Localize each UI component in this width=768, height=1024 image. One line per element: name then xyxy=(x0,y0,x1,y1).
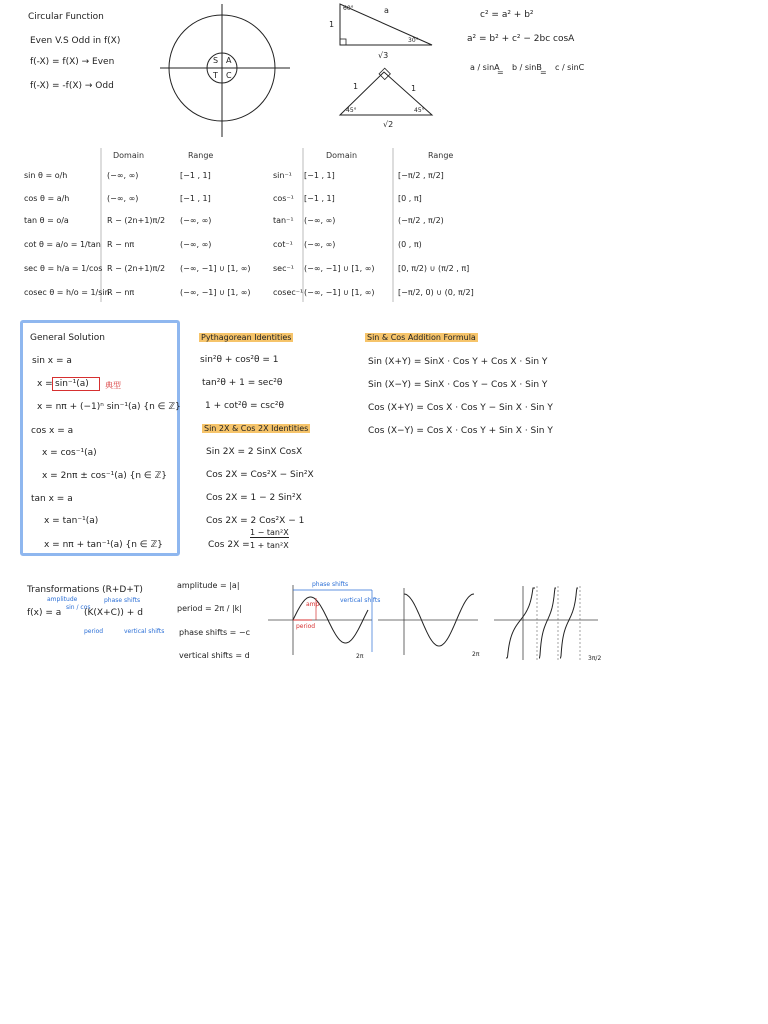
sine-law-b: b / sinB xyxy=(512,63,542,72)
table-cell-irng: [0 , π] xyxy=(398,194,422,203)
quadrant-t: T xyxy=(213,71,218,80)
general-l3: x = nπ + (−1)ⁿ sin⁻¹(a) {n ∈ ℤ} xyxy=(37,402,181,412)
table-cell-dom: R − (2n+1)π/2 xyxy=(107,264,166,273)
addition-l3: Cos (X+Y) = Cos X · Cos Y − Sin X · Sin Y xyxy=(368,403,553,413)
tri2-right-angle: 45° xyxy=(414,107,425,114)
odd-rule: f(-X) = -f(X) → Odd xyxy=(30,81,114,91)
sine-law-a: a / sinA xyxy=(470,63,500,72)
tri1-hyp: a xyxy=(384,6,389,15)
double-title xyxy=(202,424,310,433)
table-cell-irng: [−π/2 , π/2] xyxy=(398,171,444,180)
table-cell-fn: tan θ = o/a xyxy=(24,216,69,225)
table-cell-idom: [−1 , 1] xyxy=(304,194,335,203)
pythagoras-law: c² = a² + b² xyxy=(480,10,534,20)
double-l4: Cos 2X = 2 Cos²X − 1 xyxy=(206,516,305,526)
cosine-law: a² = b² + c² − 2bc cosA xyxy=(467,34,575,44)
general-title: General Solution xyxy=(30,333,105,343)
general-l4: cos x = a xyxy=(31,426,74,436)
table-cell-rng: (−∞, ∞) xyxy=(180,240,212,249)
transform-title: Transformations (R+D+T) xyxy=(27,585,143,595)
table-cell-inv: cot⁻¹ xyxy=(273,240,293,249)
addition-title xyxy=(365,333,478,342)
pythag-id-3: 1 + cot²θ = csc²θ xyxy=(205,401,285,411)
table-cell-rng: [−1 , 1] xyxy=(180,171,211,180)
graph1-period-label: period xyxy=(296,623,316,630)
transform-period-note: period xyxy=(84,628,104,635)
transform-phase: phase shifts = −c xyxy=(179,628,251,637)
tri1-base: √3 xyxy=(378,51,389,60)
quadrant-a: A xyxy=(226,56,232,65)
pythag-id-1: sin²θ + cos²θ = 1 xyxy=(200,355,279,365)
double-l5a: Cos 2X = xyxy=(208,540,250,550)
quadrant-s: S xyxy=(213,56,219,65)
quadrant-c: C xyxy=(226,71,232,80)
graph1-phase-label: phase shifts xyxy=(312,581,349,588)
table-cell-idom: (−∞, −1] ∪ [1, ∞) xyxy=(304,264,375,273)
double-title-text: Sin 2X & Cos 2X Identities xyxy=(204,424,309,433)
general-l1: sin x = a xyxy=(32,356,72,366)
table-cell-idom: (−∞, ∞) xyxy=(304,216,336,225)
addition-l1: Sin (X+Y) = SinX · Cos Y + Cos X · Sin Y xyxy=(368,357,548,367)
table-cell-inv: cosec⁻¹ xyxy=(273,288,304,297)
table-cell-dom: R − nπ xyxy=(107,288,135,297)
transform-period: period = 2π / |k| xyxy=(177,604,242,613)
general-l9: x = nπ + tan⁻¹(a) {n ∈ ℤ} xyxy=(44,540,163,550)
table-cell-irng: (0 , π) xyxy=(398,240,422,249)
table-cell-fn: cot θ = a/o = 1/tan xyxy=(24,240,101,249)
general-l5: x = cos⁻¹(a) xyxy=(42,448,97,458)
graph1-end-label: 2π xyxy=(356,653,364,660)
table-cell-dom: (−∞, ∞) xyxy=(107,171,139,180)
table-cell-fn: sin θ = o/h xyxy=(24,171,68,180)
table-cell-rng: (−∞, −1] ∪ [1, ∞) xyxy=(180,264,251,273)
tri2-left-side: 1 xyxy=(353,82,359,91)
table-header-inv-domain: Domain xyxy=(326,151,358,160)
table-cell-rng: [−1 , 1] xyxy=(180,194,211,203)
general-l8: x = tan⁻¹(a) xyxy=(44,516,99,526)
table-cell-fn: cos θ = a/h xyxy=(24,194,70,203)
transform-formula-a: f(x) = a xyxy=(27,608,62,618)
table-cell-fn: sec θ = h/a = 1/cos xyxy=(24,264,103,273)
graph1-amp-label: amp xyxy=(306,601,320,608)
table-cell-dom: R − (2n+1)π/2 xyxy=(107,216,166,225)
general-l2b: sin⁻¹(a) xyxy=(55,379,89,389)
addition-title-text: Sin & Cos Addition Formula xyxy=(367,333,476,342)
double-l2: Cos 2X = Cos²X − Sin²X xyxy=(206,470,314,480)
table-cell-irng: [0, π/2) ∪ (π/2 , π] xyxy=(398,264,470,273)
table-cell-inv: sin⁻¹ xyxy=(273,171,292,180)
table-cell-idom: [−1 , 1] xyxy=(304,171,335,180)
table-cell-dom: (−∞, ∞) xyxy=(107,194,139,203)
transform-trig-fn: sin / cos xyxy=(66,604,91,611)
general-l7: tan x = a xyxy=(31,494,73,504)
addition-l2: Sin (X−Y) = SinX · Cos Y − Cos X · Sin Y xyxy=(368,380,548,390)
even-odd-label: Even V.S Odd in f(X) xyxy=(30,36,121,46)
general-l2c: 典型 xyxy=(105,381,121,390)
double-l5-den: 1 + tan²X xyxy=(250,541,289,550)
tri1-side: 1 xyxy=(329,20,335,29)
transform-phase-note: phase shifts xyxy=(104,597,141,604)
table-header-range: Range xyxy=(188,151,214,160)
general-l6: x = 2nπ ± cos⁻¹(a) {n ∈ ℤ} xyxy=(42,471,168,481)
graph2-end-label: 2π xyxy=(472,651,480,658)
table-cell-idom: (−∞, −1] ∪ [1, ∞) xyxy=(304,288,375,297)
graph1-vertical-label: vertical shifts xyxy=(340,597,381,604)
double-l1: Sin 2X = 2 SinX CosX xyxy=(206,447,303,457)
graph3-tangent-curve xyxy=(506,588,578,658)
tri2-right-side: 1 xyxy=(411,84,417,93)
even-rule: f(-X) = f(X) → Even xyxy=(30,57,115,67)
sine-law-eq1: = xyxy=(497,68,504,77)
pythag-ids-title-text: Pythagorean Identities xyxy=(201,333,292,342)
sine-law-c: c / sinC xyxy=(555,63,585,72)
table-cell-idom: (−∞, ∞) xyxy=(304,240,336,249)
table-header-domain: Domain xyxy=(113,151,145,160)
table-cell-inv: cos⁻¹ xyxy=(273,194,294,203)
tri1-bottom-angle: 30° xyxy=(408,37,419,44)
table-cell-inv: tan⁻¹ xyxy=(273,216,294,225)
pythag-ids-title xyxy=(199,333,293,342)
transform-vertical-note: vertical shifts xyxy=(124,628,165,635)
pythag-id-2: tan²θ + 1 = sec²θ xyxy=(202,378,283,388)
tri1-top-angle: 60° xyxy=(343,5,354,12)
table-cell-rng: (−∞, ∞) xyxy=(180,216,212,225)
double-l3: Cos 2X = 1 − 2 Sin²X xyxy=(206,493,302,503)
table-cell-irng: (−π/2 , π/2) xyxy=(398,216,444,225)
table-cell-inv: sec⁻¹ xyxy=(273,264,294,273)
transform-formula-b: (K(X+C)) + d xyxy=(84,608,143,618)
sine-law-eq2: = xyxy=(540,68,547,77)
graph3-end-label: 3π/2 xyxy=(588,655,602,662)
table-cell-dom: R − nπ xyxy=(107,240,135,249)
table-cell-rng: (−∞, −1] ∪ [1, ∞) xyxy=(180,288,251,297)
double-l5-num: 1 − tan²X xyxy=(250,528,289,537)
addition-l4: Cos (X−Y) = Cos X · Cos Y + Sin X · Sin Y xyxy=(368,426,553,436)
table-cell-fn: cosec θ = h/o = 1/sin xyxy=(24,288,110,297)
tri2-left-angle: 45° xyxy=(346,107,357,114)
transform-amplitude: amplitude = |a| xyxy=(177,581,240,590)
tri2-base: √2 xyxy=(383,120,394,129)
general-l2a: x = xyxy=(37,379,53,389)
transform-amp-note: amplitude xyxy=(47,596,78,603)
table-header-inv-range: Range xyxy=(428,151,454,160)
transform-vertical: vertical shifts = d xyxy=(179,651,250,660)
circular-title: Circular Function xyxy=(28,12,104,22)
table-cell-irng: [−π/2, 0) ∪ (0, π/2] xyxy=(398,288,474,297)
